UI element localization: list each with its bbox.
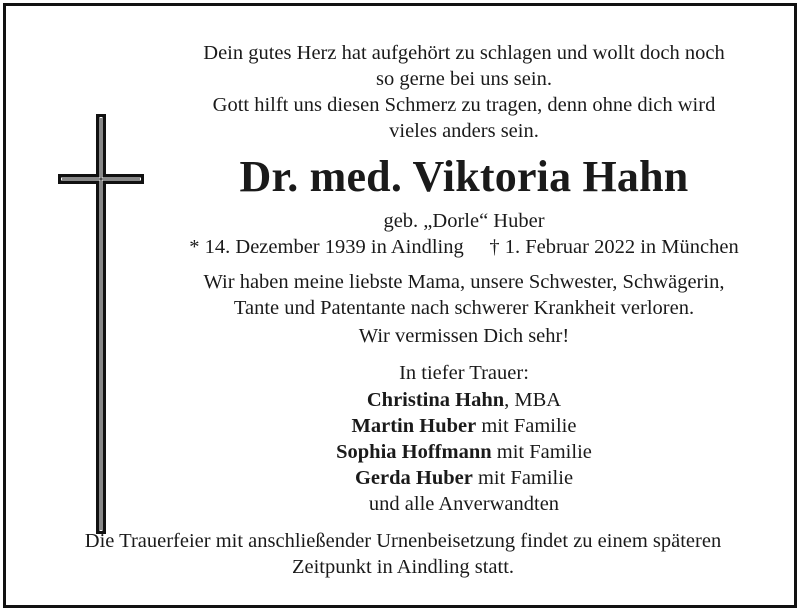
- mourner-line: [164, 439, 764, 465]
- mourner-name: Christina Hahn: [366, 389, 505, 411]
- mourner-line: [164, 387, 764, 413]
- obituary-frame: [3, 3, 797, 608]
- verse-line: vieles anders sein.: [389, 120, 539, 142]
- mourner-name: Sophia Hoffmann: [336, 441, 492, 463]
- mourner-suffix: mit Familie: [476, 415, 577, 437]
- verse-line: Gott hilft uns diesen Schmerz zu tragen, denn ohne dich wird: [212, 94, 716, 116]
- message-line: Tante und Patentante nach schwerer Krankheit verloren.: [233, 297, 695, 319]
- ceremony-line: Zeitpunkt in Aindling statt.: [291, 556, 515, 578]
- verse-line: Dein gutes Herz hat aufgehört zu schlagen und wollt doch noch: [203, 42, 725, 64]
- message-line: Wir vermissen Dich sehr!: [358, 325, 570, 347]
- mourner-suffix: mit Familie: [472, 467, 574, 489]
- mourner-name: Martin Huber: [351, 415, 477, 437]
- ceremony-line: Die Trauerfeier mit anschließender Urnenbeisetzung findet zu einem späteren: [84, 530, 722, 552]
- mourner-line: [164, 465, 764, 491]
- mourning-heading: In tiefer Trauer:: [399, 362, 529, 384]
- deceased-name: Dr. med. Viktoria Hahn: [239, 152, 689, 201]
- mourner-line: [164, 413, 764, 439]
- life-dates: [164, 234, 764, 260]
- relatives-line: und alle Anverwandten: [368, 493, 560, 515]
- cross-icon: [58, 114, 144, 534]
- mourner-suffix: , MBA: [504, 389, 562, 411]
- birth-date: * 14. Dezember 1939 in Aindling: [189, 236, 464, 258]
- verse-line: so gerne bei uns sein.: [376, 68, 552, 90]
- message-line: Wir haben meine liebste Mama, unsere Schwester, Schwägerin,: [203, 271, 725, 293]
- mourner-name: Gerda Huber: [354, 467, 473, 489]
- mourner-suffix: mit Familie: [491, 441, 592, 463]
- death-date: † 1. Februar 2022 in München: [489, 236, 739, 258]
- maiden-name: geb. „Dorle“ Huber: [383, 210, 545, 232]
